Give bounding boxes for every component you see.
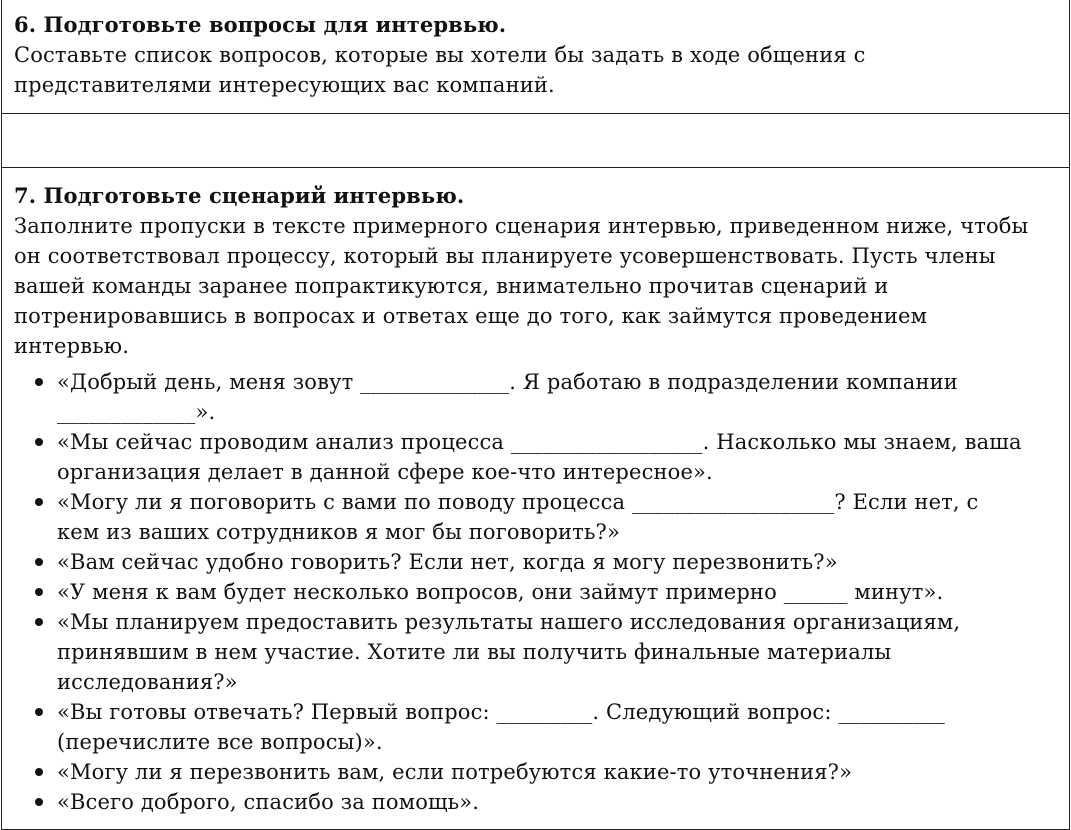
list-item-line: «Могу ли я перезвонить вам, если потребуются какие-то уточнения?»	[57, 760, 853, 784]
bullet-dot-icon	[35, 438, 43, 446]
list-item	[14, 577, 1057, 607]
section-7-text-line: потренировавшись в вопросах и ответах еще до того, как займутся проведением	[14, 304, 928, 328]
bullet-dot-icon	[35, 768, 43, 776]
section-7-text-line: вашей команды заранее попрактикуются, внимательно прочитав сценарий и	[14, 274, 889, 298]
section-6-text-line: Составьте список вопросов, которые вы хотели бы задать в ходе общения с	[14, 43, 866, 67]
list-item	[14, 547, 1057, 577]
list-item-line: кем из ваших сотрудников я мог бы поговорить?»	[57, 520, 620, 544]
list-item-line: «Могу ли я поговорить с вами по поводу процесса ___________________? Если нет, с	[57, 490, 979, 514]
list-item	[14, 607, 1057, 697]
list-item-line: «Вы готовы отвечать? Первый вопрос: _________. Следующий вопрос: __________	[57, 700, 945, 724]
list-item-line: «Вам сейчас удобно говорить? Если нет, когда я могу перезвонить?»	[57, 550, 838, 574]
section-6-cell	[2, 0, 1069, 114]
section-7-text-line: он соответствовал процессу, который вы планируете усовершенствовать. Пусть члены	[14, 244, 996, 268]
bullet-dot-icon	[35, 798, 43, 806]
list-item	[14, 787, 1057, 817]
section-7-heading: 7. Подготовьте сценарий интервью.	[14, 183, 465, 208]
script-bullet-list	[14, 367, 1057, 817]
list-item-line: «Добрый день, меня зовут ______________. Я работаю в подразделении компании	[57, 370, 958, 394]
list-item	[14, 427, 1057, 487]
section-7-text-line: Заполните пропуски в тексте примерного сценария интервью, приведенном ниже, чтобы	[14, 214, 1029, 238]
section-6-heading: 6. Подготовьте вопросы для интервью.	[14, 12, 507, 37]
bullet-dot-icon	[35, 558, 43, 566]
worksheet-table	[1, 0, 1070, 830]
bullet-dot-icon	[35, 588, 43, 596]
list-item	[14, 487, 1057, 547]
bullet-dot-icon	[35, 708, 43, 716]
list-item-line: «Мы сейчас проводим анализ процесса __________________. Насколько мы знаем, ваша	[57, 430, 1022, 454]
list-item-line: (перечислите все вопросы)».	[57, 730, 383, 754]
list-item-line: «У меня к вам будет несколько вопросов, они займут примерно ______ минут».	[57, 580, 944, 604]
bullet-dot-icon	[35, 498, 43, 506]
section-7-cell	[2, 168, 1069, 830]
list-item-line: «Мы планируем предоставить результаты нашего исследования организациям,	[57, 610, 961, 634]
list-item-line: «Всего доброго, спасибо за помощь».	[57, 790, 480, 814]
list-item	[14, 367, 1057, 427]
section-6-text-line: представителями интересующих вас компаний.	[14, 73, 555, 97]
list-item-line: организация делает в данной сфере кое-что интересное».	[57, 460, 713, 484]
section-7-text-line: интервью.	[14, 334, 130, 358]
list-item	[14, 757, 1057, 787]
list-item	[14, 697, 1057, 757]
bullet-dot-icon	[35, 378, 43, 386]
list-item-line: _____________».	[57, 400, 216, 424]
list-item-line: принявшим в нем участие. Хотите ли вы получить финальные материалы	[57, 640, 892, 664]
answer-blank-cell[interactable]	[2, 114, 1069, 168]
list-item-line: исследования?»	[57, 670, 238, 694]
bullet-dot-icon	[35, 618, 43, 626]
